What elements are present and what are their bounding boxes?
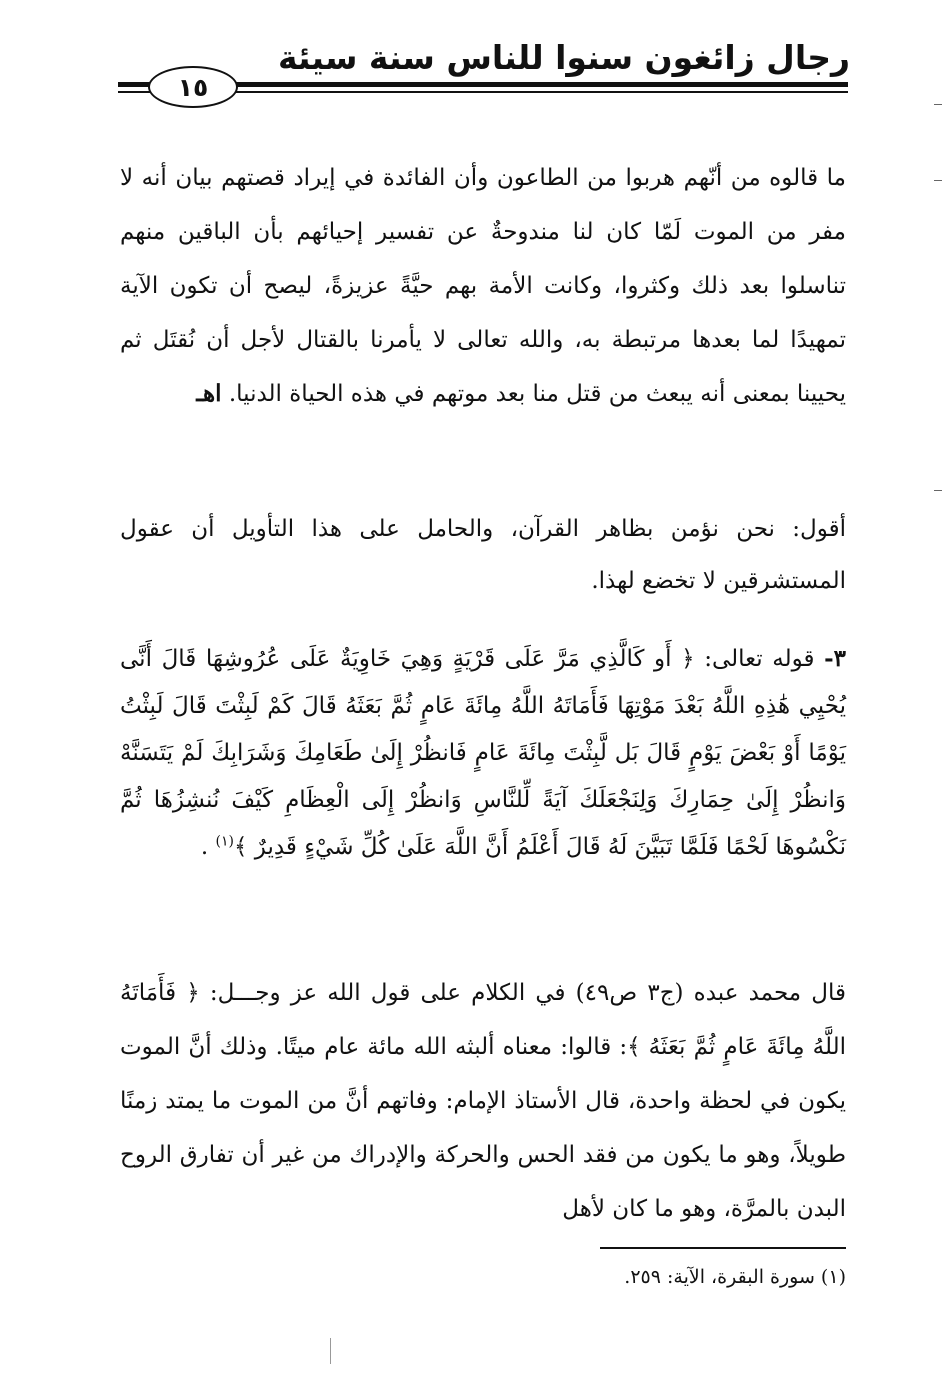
paragraph-1-end-mark: اهـ (196, 380, 222, 407)
scan-mark (330, 1338, 331, 1364)
footnote-rule (600, 1247, 846, 1249)
quran-verse-quote: ﴿ فَأَمَاتَهُ اللَّهُ مِائَةَ عَامٍ ثُمَّ بَعَثَهُ ﴾ (120, 980, 846, 1060)
edge-mark (934, 490, 942, 491)
edge-mark (934, 180, 942, 181)
page-number: ١٥ (148, 66, 238, 108)
item-number: ٣- (824, 645, 846, 672)
paragraph-1-text: ما قالوه من أنّهم هربوا من الطاعون وأن الفائدة في إيراد قصتهم بيان أنه لا مفر من الموت لَمّا كان لنا مندوحةٌ عن تفسير إحيائهم بأن الباقين منهم تناسلوا بعد ذلك وكثروا، وكانت الأمة بهم حيَّةً عزيزةً، ليصح أن تكون الآية تمهيدًا لما بعدها مرتبطة به، والله تعالى لا يأمرنا بالقتال لأجل أن نُقتَل ثم يحيينا بمعنى أنه يبعث من قتل منا بعد موتهم في هذه الحياة الدنيا. (120, 165, 846, 407)
paragraph-4 (120, 966, 846, 1236)
paragraph-1 (120, 151, 846, 421)
paragraph-4-rest: : قالوا: معناه ألبثه الله مائة عام ميتًا. وذلك أنَّ الموت يكون في لحظة واحدة، قال الأستاذ الإمام: وفاتهم أنَّ من الموت ما يمتد زمنًا طويلاً، وهو ما يكون من فقد الحس والحركة والإدراك من غير أن تفارق الروح البدن بالمرَّة، وهو ما كان لأهل (120, 1034, 846, 1222)
edge-mark (934, 104, 942, 105)
quran-verse: ﴿ أَو كَالَّذِي مَرَّ عَلَى قَرْيَةٍ وَهِيَ خَاوِيَةٌ عَلَى عُرُوشِهَا قَالَ أَنَّى يُحْيِي هَٰذِهِ اللَّهُ بَعْدَ مَوْتِهَا فَأَمَاتَهُ اللَّهُ مِائَةَ عَامٍ ثُمَّ بَعَثَهُ قَالَ كَمْ لَبِثْتَ قَالَ لَبِثْتُ يَوْمًا أَوْ بَعْضَ يَوْمٍ قَالَ بَل لَّبِثْتَ مِائَةَ عَامٍ فَانظُرْ إِلَىٰ طَعَامِكَ وَشَرَابِكَ لَمْ يَتَسَنَّهْ وَانظُرْ إِلَىٰ حِمَارِكَ وَلِنَجْعَلَكَ آيَةً لِّلنَّاسِ وَانظُرْ إِلَى الْعِظَامِ كَيْفَ نُنشِزُهَا ثُمَّ نَكْسُوهَا لَحْمًا فَلَمَّا تَبَيَّنَ لَهُ قَالَ أَعْلَمُ أَنَّ اللَّهَ عَلَىٰ كُلِّ شَيْءٍ قَدِيرٌ ﴾ (120, 646, 847, 860)
footnote-reference: (١) (215, 833, 234, 850)
verse-end: . (200, 834, 209, 860)
paragraph-3 (120, 635, 846, 871)
paragraph-4-start: قال محمد عبده (ج٣ ص٤٩) في الكلام على قول الله عز وجـــل: (209, 980, 846, 1006)
paragraph-2: أقول: نحن نؤمن بظاهر القرآن، والحامل على هذا التأويل أن عقول المستشرقين لا تخضع لهذا. (120, 516, 846, 594)
running-title: رجال زائغون سنوا للناس سنة سيئة (278, 38, 850, 77)
verse-intro: قوله تعالى: (704, 646, 815, 672)
footnote: (١) سورة البقرة، الآية: ٢٥٩. (624, 1266, 846, 1288)
